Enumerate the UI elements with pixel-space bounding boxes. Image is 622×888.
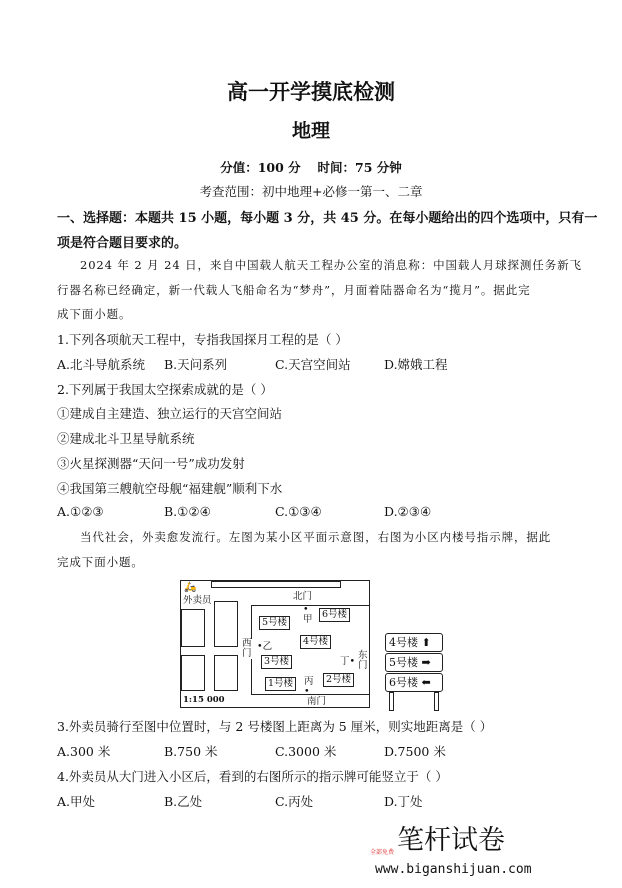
courier-icon: 🛵 xyxy=(184,582,197,593)
west-gate: 西 门 xyxy=(242,638,252,659)
point-ding: 丁• xyxy=(340,656,356,667)
q3-option-c[interactable]: C.3000 米 xyxy=(275,744,337,759)
q2-option-b[interactable]: B.①②④ xyxy=(164,504,211,519)
q3-option-b[interactable]: B.750 米 xyxy=(164,744,218,759)
point-yi: •乙 xyxy=(257,641,273,652)
q2-item: ④我国第三艘航空母舰“福建舰”顺利下水 xyxy=(57,481,283,496)
q1-option-d[interactable]: D.嫦娥工程 xyxy=(384,357,448,372)
section-heading-cont: 项是符合题目要求的。 xyxy=(57,236,188,251)
map-scale: 1:15 000 xyxy=(183,695,225,705)
q2-item: ②建成北斗卫星导航系统 xyxy=(57,431,195,446)
sign-building-4: 4号楼 ⬆ xyxy=(385,633,443,652)
question-3: 3.外卖员骑行至图中位置时，与 2 号楼图上距离为 5 厘米，则实地距离是（ ） xyxy=(57,719,493,734)
building-signpost xyxy=(385,633,445,709)
point-bing: 丙 • xyxy=(304,676,314,697)
q2-option-d[interactable]: D.②③④ xyxy=(384,504,432,519)
q3-option-d[interactable]: D.7500 米 xyxy=(384,744,446,759)
block xyxy=(181,655,205,691)
building-1: 1号楼 xyxy=(265,677,296,691)
building-5: 5号楼 xyxy=(259,616,290,630)
building-3: 3号楼 xyxy=(261,655,292,669)
south-gate: 南门 xyxy=(307,696,327,707)
point-jia: • 甲 xyxy=(303,604,313,625)
passage-line: 完成下面小题。 xyxy=(57,555,144,569)
sign-pole xyxy=(389,692,394,711)
block xyxy=(214,601,238,647)
arrow-up-icon: ⬆ xyxy=(421,636,431,649)
q4-option-d[interactable]: D.丁处 xyxy=(384,794,423,809)
q1-option-b[interactable]: B.天问系列 xyxy=(164,357,228,372)
sign-pole xyxy=(434,692,439,711)
sign-building-5: 5号楼 ➡ xyxy=(385,653,443,672)
exam-title: 高一开学摸底检测 xyxy=(227,79,395,104)
q4-option-b[interactable]: B.乙处 xyxy=(164,794,203,809)
q2-item: ①建成自主建造、独立运行的天宫空间站 xyxy=(57,406,283,421)
question-1: 1.下列各项航天工程中，专指我国探月工程的是（ ） xyxy=(57,332,348,347)
q2-option-a[interactable]: A.①②③ xyxy=(57,504,104,519)
arrow-left-icon: ⬅ xyxy=(421,676,431,689)
courier-label: 外卖员 xyxy=(183,595,212,606)
exam-scope: 考查范围：初中地理+必修一第一、二章 xyxy=(199,184,423,199)
q1-option-a[interactable]: A.北斗导航系统 xyxy=(57,357,146,372)
q3-option-a[interactable]: A.300 米 xyxy=(57,744,111,759)
road-strip xyxy=(211,581,341,588)
passage-line: 行器名称已经确定，新一代载人飞船命名为“梦舟”，月面着陆器命名为“揽月”。据此完 xyxy=(57,283,531,297)
community-map xyxy=(180,580,370,708)
block xyxy=(214,655,238,691)
building-4: 4号楼 xyxy=(300,635,331,649)
building-6: 6号楼 xyxy=(319,608,350,622)
q4-option-a[interactable]: A.甲处 xyxy=(57,794,96,809)
arrow-right-icon: ➡ xyxy=(421,656,431,669)
passage-line: 当代社会，外卖愈发流行。左图为某小区平面示意图，右图为小区内楼号指示牌，据此 xyxy=(80,530,552,544)
q2-item: ③火星探测器“天问一号”成功发射 xyxy=(57,456,245,471)
q4-option-c[interactable]: C.丙处 xyxy=(275,794,314,809)
question-2: 2.下列属于我国太空探索成就的是（ ） xyxy=(57,382,273,397)
sign-building-6: 6号楼 ⬅ xyxy=(385,673,443,692)
north-gate: 北门 xyxy=(293,591,313,602)
watermark-tag: 全部免费 xyxy=(370,849,395,856)
building-2: 2号楼 xyxy=(323,673,354,687)
score-time: 分值：100 分 时间：75 分钟 xyxy=(220,160,402,175)
section-heading: 一、选择题：本题共 15 小题，每小题 3 分，共 45 分。在每小题给出的四个选项中，只有一 xyxy=(57,211,598,226)
q2-option-c[interactable]: C.①③④ xyxy=(275,504,322,519)
passage-line: 成下面小题。 xyxy=(57,307,132,321)
east-gate: 东 门 xyxy=(358,650,368,671)
q1-option-c[interactable]: C.天宫空间站 xyxy=(275,357,351,372)
subject-title: 地理 xyxy=(291,120,330,142)
watermark-name: 笔杆试卷 xyxy=(397,825,505,856)
passage-line: 2024 年 2 月 24 日，来自中国载人航天工程办公室的消息称：中国载人月球探测任务新飞 xyxy=(80,258,582,272)
block xyxy=(181,609,205,647)
question-4: 4.外卖员从大门进入小区后，看到的右图所示的指示牌可能竖立于（ ） xyxy=(57,769,448,784)
watermark-url[interactable]: www.biganshijuan.com xyxy=(375,862,532,877)
